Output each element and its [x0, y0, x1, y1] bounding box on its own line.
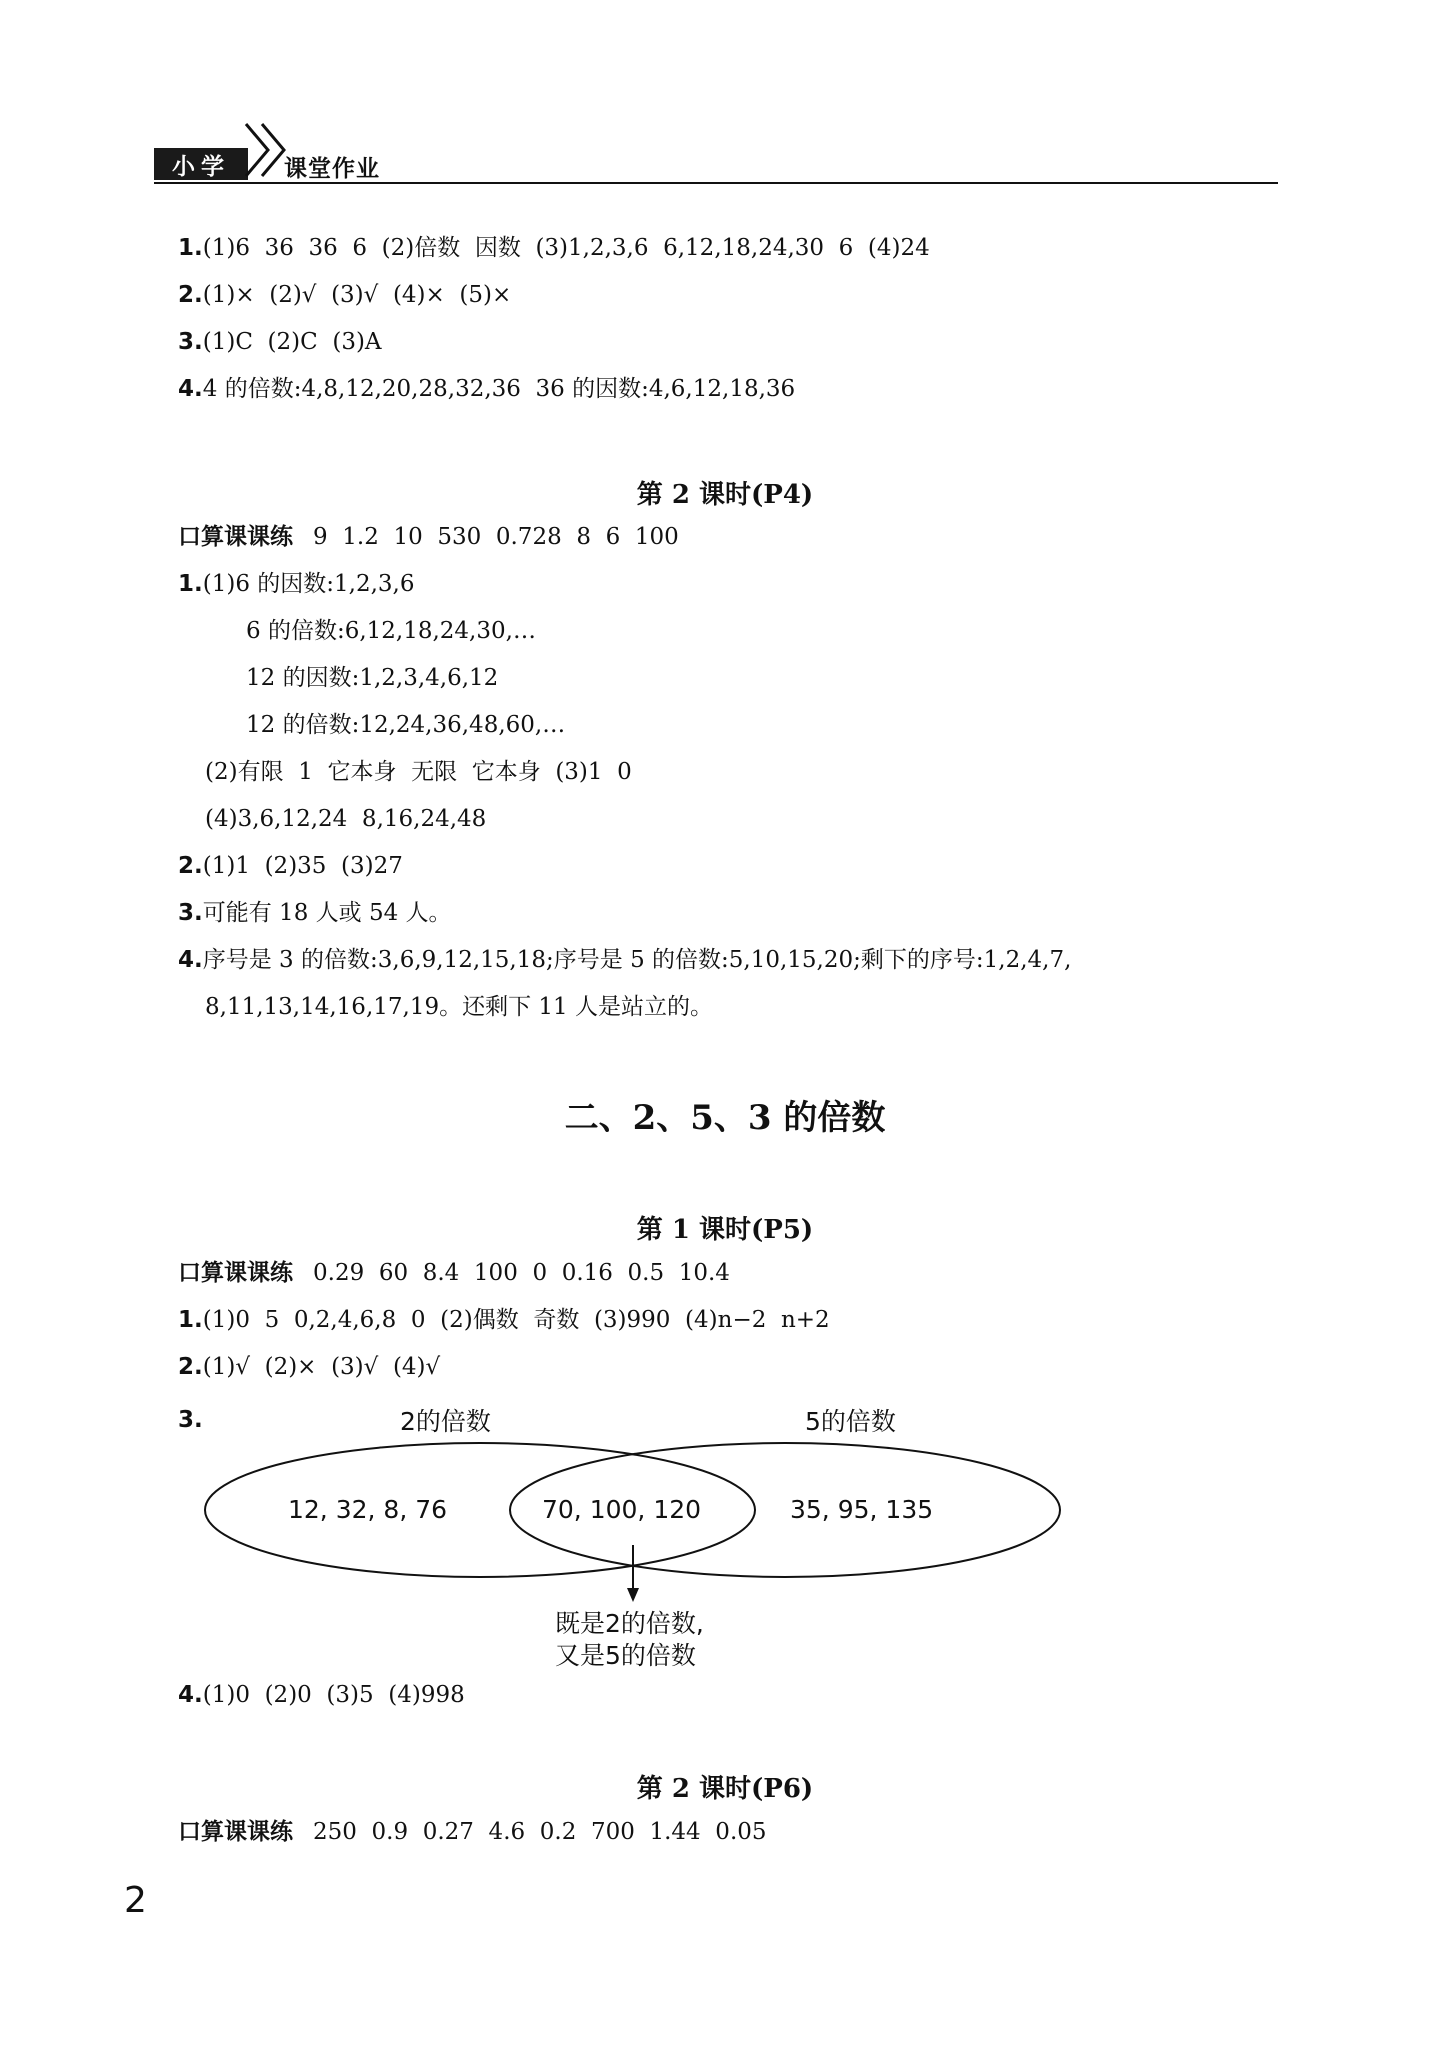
answer-line: 1.(1)6 36 36 6 (2)倍数 因数 (3)1,2,3,6 6,12,18,24,30 6 (4)24 — [178, 235, 930, 261]
answer-line: 4.4 的倍数:4,8,12,20,28,32,36 36 的因数:4,6,12,18,36 — [178, 376, 796, 402]
answer-line: 3.(1)C (2)C (3)A — [178, 329, 382, 355]
venn-note-line2: 又是5的倍数 — [555, 1641, 696, 1670]
header-tag: 小学 — [154, 148, 248, 180]
answer-line: 12 的倍数:12,24,36,48,60,… — [246, 712, 566, 738]
answer-line: (2)有限 1 它本身 无限 它本身 (3)1 0 — [205, 759, 632, 785]
venn-right-label: 5的倍数 — [805, 1407, 896, 1436]
answer-line: 4.序号是 3 的倍数:3,6,9,12,15,18;序号是 5 的倍数:5,10,15,20;剩下的序号:1,2,4,7, — [178, 947, 1072, 973]
answer-line: 3. — [178, 1407, 203, 1433]
page-number: 2 — [124, 1880, 147, 1921]
venn-right-only: 35, 95, 135 — [790, 1495, 934, 1524]
venn-left-only: 12, 32, 8, 76 — [288, 1495, 448, 1524]
answer-line: 2.(1)× (2)√ (3)√ (4)× (5)× — [178, 282, 512, 308]
answer-line: 3.可能有 18 人或 54 人。 — [178, 900, 452, 926]
answer-line: 1.(1)6 的因数:1,2,3,6 — [178, 571, 415, 597]
oral-practice-line: 口算课课练 250 0.9 0.27 4.6 0.2 700 1.44 0.05 — [178, 1819, 767, 1845]
unit-title: 二、2、5、3 的倍数 — [564, 1098, 886, 1138]
answer-line: 1.(1)0 5 0,2,4,6,8 0 (2)偶数 奇数 (3)990 (4)n−2 n+2 — [178, 1307, 830, 1333]
answer-line: 4.(1)0 (2)0 (3)5 (4)998 — [178, 1682, 465, 1708]
lesson-title: 第 2 课时(P6) — [636, 1774, 814, 1804]
lesson-title: 第 2 课时(P4) — [636, 480, 814, 510]
answer-line: 6 的倍数:6,12,18,24,30,… — [246, 618, 536, 644]
oral-practice-line: 口算课课练 9 1.2 10 530 0.728 8 6 100 — [178, 524, 679, 550]
venn-left-label: 2的倍数 — [400, 1407, 491, 1436]
venn-diagram — [200, 1400, 1080, 1680]
venn-note-line1: 既是2的倍数, — [555, 1609, 704, 1638]
series-title: 课堂作业 — [284, 156, 380, 182]
answer-line: 2.(1)√ (2)× (3)√ (4)√ — [178, 1354, 441, 1380]
answer-line: 8,11,13,14,16,17,19。还剩下 11 人是站立的。 — [205, 994, 713, 1020]
answer-line: 12 的因数:1,2,3,4,6,12 — [246, 665, 499, 691]
header-rule — [154, 182, 1278, 184]
answer-line: (4)3,6,12,24 8,16,24,48 — [205, 806, 487, 832]
lesson-title: 第 1 课时(P5) — [636, 1215, 814, 1245]
answer-line: 2.(1)1 (2)35 (3)27 — [178, 853, 403, 879]
arrow-down-icon — [627, 1588, 639, 1602]
page-header — [154, 120, 1278, 185]
venn-intersection: 70, 100, 120 — [542, 1495, 702, 1524]
oral-practice-line: 口算课课练 0.29 60 8.4 100 0 0.16 0.5 10.4 — [178, 1260, 730, 1286]
